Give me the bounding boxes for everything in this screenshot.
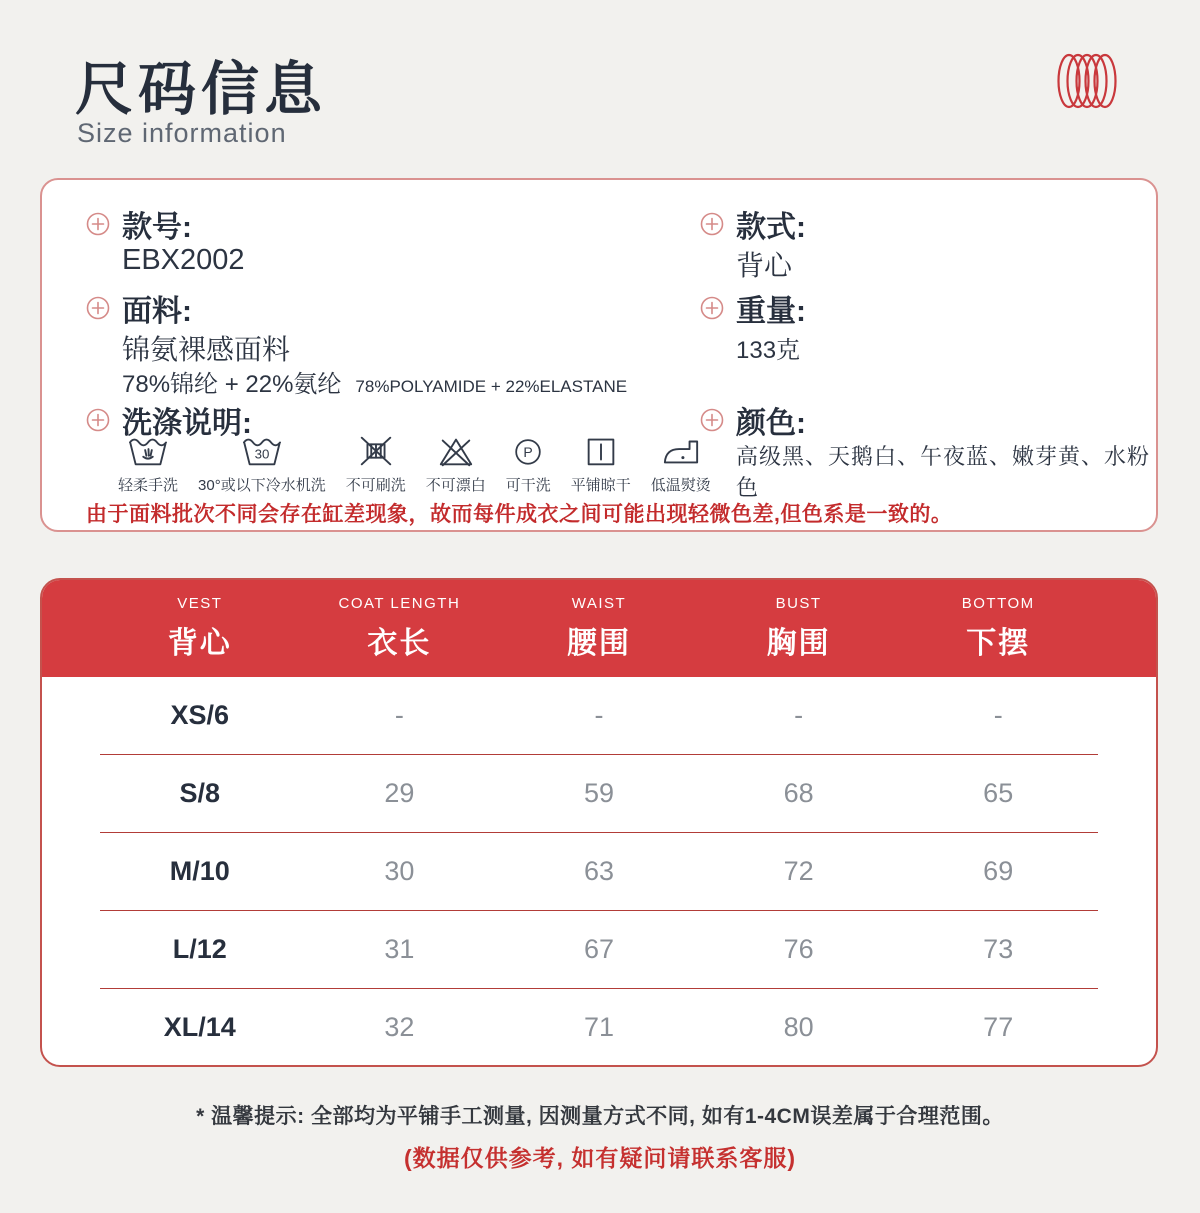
wash-item-label: 可干洗 xyxy=(505,477,551,494)
value-cell: 29 xyxy=(384,778,415,808)
wash-item-label: 30°或以下冷水机洗 xyxy=(198,477,326,494)
style-type-value: 背心 xyxy=(736,250,793,281)
coil-logo-icon xyxy=(1046,48,1128,119)
wash-item xyxy=(571,432,631,495)
fabric-label: 面料: xyxy=(122,295,192,328)
no-bleach-icon xyxy=(433,432,479,470)
value-cell: 32 xyxy=(384,1012,415,1042)
weight-label: 重量: xyxy=(736,295,806,328)
size-table xyxy=(40,578,1158,1067)
value-cell: - xyxy=(394,700,404,730)
measurement-note: * 温馨提示: 全部均为平铺手工测量, 因测量方式不同, 如有1-4CM误差属于合理范围。 xyxy=(196,1105,1004,1128)
weight-label-row xyxy=(700,286,806,330)
value-cell: - xyxy=(993,700,1003,730)
color-label-row xyxy=(700,398,806,442)
color-value: 高级黑、天鹅白、午夜蓝、嫩芽黄、水粉色 xyxy=(736,444,1151,500)
fabric-composition-en: 78%POLYAMIDE + 22%ELASTANE xyxy=(355,377,628,396)
value-cell: 67 xyxy=(583,934,615,964)
style-type-label: 款式: xyxy=(736,211,806,244)
svg-text:P: P xyxy=(523,444,533,461)
table-row xyxy=(42,911,1156,988)
header-cell-waist: WAIST 腰围 xyxy=(566,595,631,660)
fabric-composition-cn: 78%锦纶 + 22%氨纶 xyxy=(122,371,342,398)
value-cell: 77 xyxy=(983,1012,1014,1042)
wash-item xyxy=(118,432,178,495)
table-row xyxy=(42,989,1156,1066)
size-label: L/12 xyxy=(172,934,227,964)
value-cell: 73 xyxy=(983,934,1014,964)
size-label: XL/14 xyxy=(163,1012,236,1042)
dry-clean-p-icon xyxy=(507,432,549,470)
wash-instructions-row xyxy=(118,432,711,495)
value-cell: 31 xyxy=(384,934,415,964)
table-row xyxy=(42,755,1156,832)
fabric-label-row xyxy=(86,286,192,330)
wash-item xyxy=(346,432,406,495)
plus-icon xyxy=(700,408,724,432)
style-no-label-row xyxy=(86,202,192,246)
value-cell: - xyxy=(594,700,604,730)
table-row xyxy=(42,677,1156,754)
page-title: 尺码信息 xyxy=(75,57,328,122)
table-row xyxy=(42,833,1156,910)
value-cell: 68 xyxy=(783,778,814,808)
svg-text:30: 30 xyxy=(254,446,270,462)
size-label: S/8 xyxy=(179,778,221,808)
fabric-composition xyxy=(122,364,627,399)
wash-item xyxy=(506,432,551,495)
fabric-value: 锦氨裸感面料 xyxy=(122,334,291,365)
style-no-value: EBX2002 xyxy=(122,244,245,276)
weight-value: 133克 xyxy=(736,337,801,364)
wash-item xyxy=(198,432,326,495)
value-cell: 69 xyxy=(983,856,1014,886)
value-cell: 59 xyxy=(583,778,615,808)
wash-label: 洗涤说明: xyxy=(122,407,252,440)
plus-icon xyxy=(700,296,724,320)
size-table-header xyxy=(42,580,1156,677)
wash-item xyxy=(426,432,486,495)
plus-icon xyxy=(86,296,110,320)
no-scrub-icon xyxy=(353,432,399,470)
low-iron-icon xyxy=(658,432,704,470)
dry-flat-icon xyxy=(578,432,624,470)
size-label: M/10 xyxy=(169,856,230,886)
value-cell: 71 xyxy=(583,1012,615,1042)
wash-item-label: 不可刷洗 xyxy=(345,477,406,494)
value-cell: 72 xyxy=(783,856,814,886)
machine-wash-30-icon xyxy=(239,432,285,470)
wash-item-label: 低温熨烫 xyxy=(650,477,711,494)
value-cell: 63 xyxy=(583,856,615,886)
product-info-panel xyxy=(40,178,1158,532)
page-subtitle: Size information xyxy=(77,118,287,148)
header-cell-bottom: BOTTOM 下摆 xyxy=(961,595,1035,660)
header-cell-vest: VEST 背心 xyxy=(167,595,232,660)
header-cell-coat-length: COAT LENGTH 衣长 xyxy=(338,595,461,660)
plus-icon xyxy=(86,408,110,432)
value-cell: 65 xyxy=(983,778,1014,808)
color-label: 颜色: xyxy=(736,407,806,440)
style-no-label: 款号: xyxy=(122,211,192,244)
value-cell: 80 xyxy=(783,1012,814,1042)
plus-icon xyxy=(86,212,110,236)
value-cell: 76 xyxy=(783,934,814,964)
style-type-label-row xyxy=(700,202,806,246)
header-cell-bust: BUST 胸围 xyxy=(766,595,831,660)
wash-item-label: 轻柔手洗 xyxy=(118,477,179,494)
value-cell: 30 xyxy=(384,856,415,886)
batch-dye-notice: 由于面料批次不同会存在缸差现象，故而每件成衣之间可能出现轻微色差,但色系是一致的。 xyxy=(86,503,953,526)
size-label: XS/6 xyxy=(170,700,230,730)
wash-item-label: 不可漂白 xyxy=(425,477,486,494)
hand-wash-icon xyxy=(125,432,171,470)
data-disclaimer: (数据仅供参考, 如有疑问请联系客服) xyxy=(403,1145,797,1171)
plus-icon xyxy=(700,212,724,236)
wash-item-label: 平铺晾干 xyxy=(570,477,631,494)
value-cell: - xyxy=(794,700,804,730)
